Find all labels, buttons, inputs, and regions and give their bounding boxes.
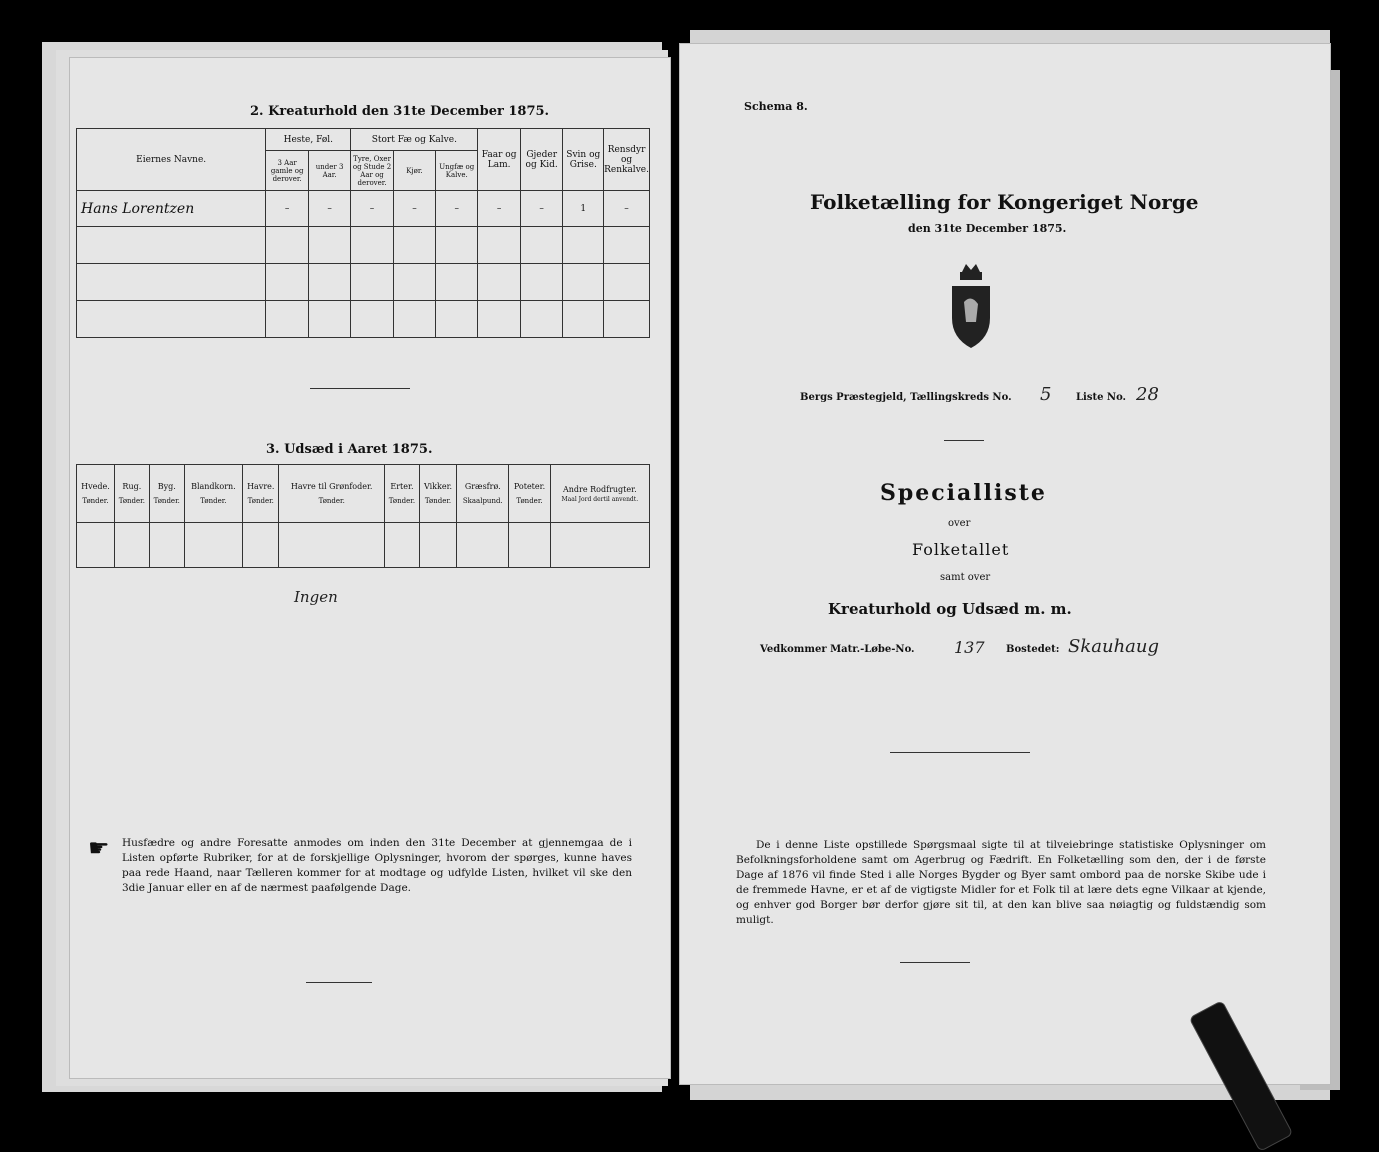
- over-label: over: [948, 518, 971, 529]
- coat-of-arms-icon: [944, 262, 998, 352]
- gjeder-header: Gjeder og Kid.: [520, 129, 563, 191]
- seed-unit: Tønder.: [153, 497, 180, 505]
- divider-rule: [944, 440, 984, 441]
- seed-unit: Maal Jord dertil anvendt.: [561, 495, 639, 503]
- bottom-rule: [306, 982, 372, 983]
- notice-text: Husfædre og andre Foresatte anmodes om inden den 31te December at gjennemgaa de i Listen opførte Rubriker, for at de forskjellige Oplysninger, hvorom der spørges, kunne haves paa rede Haand, naar Tælleren kommer for at modtage og udfylde Listen, hvilket vil ske den 3die Januar eller en af de nærmest paafølgende Dage.: [122, 837, 632, 894]
- seed-unit: Tønder.: [516, 497, 543, 505]
- bosted-value: Skauhaug: [1068, 636, 1160, 657]
- seed-name: Byg.: [157, 482, 176, 491]
- seed-header: [457, 465, 509, 523]
- district-number: 5: [1040, 384, 1052, 405]
- seed-header: [550, 465, 649, 523]
- district-label-1: Bergs Præstegjeld, Tællingskreds No.: [800, 392, 1012, 403]
- pointing-hand-icon: ☛: [88, 834, 110, 862]
- seed-unit: Skaalpund.: [462, 497, 503, 505]
- svin-header: Svin og Grise.: [563, 129, 604, 191]
- info-paragraph: De i denne Liste opstillede Spørgsmaal sigte til at tilveiebringe statistiske Oplysninger om Befolkningsforholdene samt om Agerbrug og Fædrift. En Folketælling som den, der i de første Dage af 1876 vil finde Sted i alle Norges Bygder og Byer samt ombord paa de norske Skibe ude i de fremmede Havne, er et af de vigtigste Midler for et Folk til at lære dets egne Vilkaar at kjende, og enhver god Borger bør derfor gjøre sit til, at den kan blive saa nøiagtig og fuldstændig som muligt.: [736, 839, 1266, 926]
- seed-unit: Tønder.: [388, 497, 416, 505]
- seed-header: [184, 465, 242, 523]
- owner-name: Hans Lorentzen: [77, 191, 266, 227]
- table-row: [77, 523, 650, 568]
- folketallet-label: Folketallet: [912, 540, 1010, 559]
- stort-c-header: Ungfæ og Kalve.: [436, 151, 478, 191]
- seed-header: [279, 465, 385, 523]
- seed-name: Græsfrø.: [464, 482, 501, 491]
- district-label-2: Liste No.: [1076, 392, 1127, 403]
- seed-note: Ingen: [294, 588, 338, 606]
- cell: –: [520, 191, 563, 227]
- faar-header: Faar og Lam.: [478, 129, 520, 191]
- section2-title: 2. Kreaturhold den 31te December 1875.: [250, 104, 550, 119]
- seed-table: [76, 464, 650, 568]
- seed-name: Havre til Grønfoder.: [290, 482, 373, 491]
- cell: –: [308, 191, 350, 227]
- samt-over-label: samt over: [940, 572, 991, 583]
- cell: –: [478, 191, 520, 227]
- cell: –: [266, 191, 309, 227]
- seed-header: [77, 465, 115, 523]
- matr-label: Vedkommer Matr.-Løbe-No.: [760, 644, 915, 655]
- table-row: [77, 301, 650, 338]
- seed-header: [243, 465, 279, 523]
- divider-rule-2: [890, 752, 1030, 753]
- livestock-table: [76, 128, 650, 338]
- seed-name: Rug.: [122, 482, 142, 491]
- cell: –: [604, 191, 650, 227]
- seed-header: [149, 465, 184, 523]
- heste-a-header: 3 Aar gamle og derover.: [266, 151, 309, 191]
- bosted-label: Bostedet:: [1006, 644, 1060, 655]
- seed-unit: Tønder.: [318, 497, 345, 505]
- owner-header: Eiernes Navne.: [77, 129, 266, 191]
- seed-unit: Tønder.: [118, 497, 145, 505]
- seed-unit: Tønder.: [200, 497, 227, 505]
- rensdyr-header: Rensdyr og Renkalve.: [604, 129, 650, 191]
- seed-header: [419, 465, 456, 523]
- kreaturhold-label: Kreaturhold og Udsæd m. m.: [828, 600, 1072, 618]
- schema-label: Schema 8.: [744, 100, 808, 113]
- seed-name: Erter.: [390, 482, 414, 491]
- stort-fae-header: Stort Fæ og Kalve.: [351, 129, 478, 151]
- cell: –: [351, 191, 394, 227]
- bottom-rule: [900, 962, 970, 963]
- matr-value: 137: [954, 638, 985, 657]
- stort-b-header: Kjør.: [393, 151, 435, 191]
- seed-header: [114, 465, 149, 523]
- divider-rule: [310, 388, 410, 389]
- right-page: [680, 44, 1330, 1084]
- heste-header: Heste, Føl.: [266, 129, 351, 151]
- cell: 1: [563, 191, 604, 227]
- list-number: 28: [1136, 384, 1159, 405]
- seed-unit: Tønder.: [424, 497, 452, 505]
- cell: –: [393, 191, 435, 227]
- section3-title: 3. Udsæd i Aaret 1875.: [266, 442, 433, 457]
- seed-name: Vikker.: [423, 482, 453, 491]
- seed-name: Blandkorn.: [191, 482, 236, 491]
- specialliste-heading: Specialliste: [880, 480, 1047, 506]
- seed-header: [385, 465, 420, 523]
- seed-header: [509, 465, 550, 523]
- census-title: Folketælling for Kongeriget Norge: [810, 190, 1199, 214]
- seed-name: Havre.: [247, 482, 275, 491]
- heste-b-header: under 3 Aar.: [308, 151, 350, 191]
- stort-a-header: Tyre, Oxer og Stude 2 Aar og derover.: [351, 151, 394, 191]
- table-row: [77, 264, 650, 301]
- cell: –: [436, 191, 478, 227]
- table-row: [77, 191, 650, 227]
- table-row: [77, 227, 650, 264]
- seed-name: Andre Rodfrugter.: [563, 484, 637, 494]
- seed-name: Hvede.: [81, 482, 110, 491]
- left-page: [70, 58, 670, 1078]
- seed-unit: Tønder.: [247, 497, 274, 505]
- census-date: den 31te December 1875.: [908, 222, 1067, 235]
- seed-name: Poteter.: [513, 482, 546, 491]
- seed-unit: Tønder.: [82, 497, 109, 505]
